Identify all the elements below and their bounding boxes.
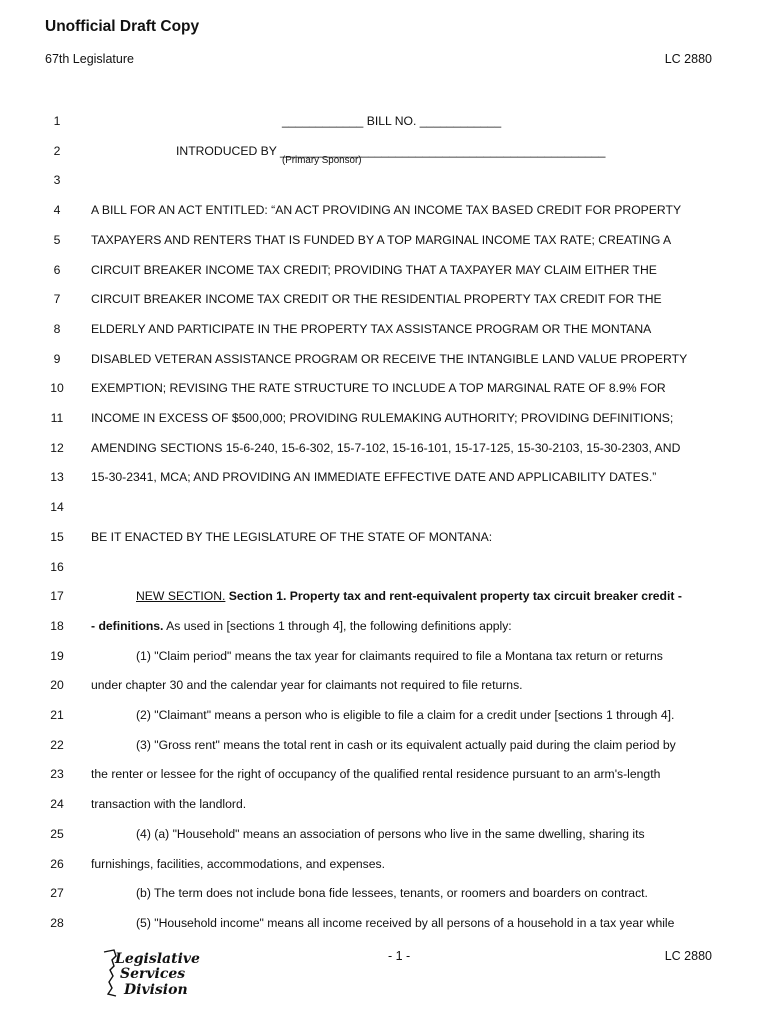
line-number: 13 [50, 470, 64, 485]
line-text: (1) "Claim period" means the tax year for claimants required to file a Montana tax return or returns [136, 648, 663, 663]
line-number: 19 [50, 648, 64, 663]
line-number: 26 [50, 856, 64, 871]
line-text: EXEMPTION; REVISING THE RATE STRUCTURE TO INCLUDE A TOP MARGINAL RATE OF 8.9% FOR [91, 381, 666, 396]
line-number: 10 [50, 381, 64, 396]
line-number: 3 [53, 173, 61, 188]
primary-sponsor-note: (Primary Sponsor) [282, 155, 362, 166]
line-text: the renter or lessee for the right of occupancy of the qualified rental residence pursuant to an arm's-length [91, 767, 661, 782]
line-text: (3) "Gross rent" means the total rent in cash or its equivalent actually paid during the claim period by [136, 737, 676, 752]
legislative-services-division-logo [100, 946, 200, 1001]
line-text: AMENDING SECTIONS 15-6-240, 15-6-302, 15-7-102, 15-16-101, 15-17-125, 15-30-2103, 15-30-2303, AND [91, 440, 681, 455]
line-number: 23 [50, 767, 64, 782]
line-number: 28 [50, 915, 64, 930]
line-number: 22 [50, 737, 64, 752]
new-section-label: NEW SECTION. [136, 589, 226, 604]
line-number: 11 [50, 411, 64, 425]
line-number: 25 [50, 826, 64, 841]
legislature-label: 67th Legislature [45, 52, 134, 66]
line-text: TAXPAYERS AND RENTERS THAT IS FUNDED BY A TOP MARGINAL INCOME TAX RATE; CREATING A [91, 232, 672, 247]
line-number: 16 [50, 559, 64, 574]
line-text: BE IT ENACTED BY THE LEGISLATURE OF THE STATE OF MONTANA: [91, 529, 493, 544]
section-heading-continued: - definitions. [91, 618, 164, 633]
lc-number: LC 2880 [664, 52, 712, 66]
line-text [91, 619, 712, 633]
line-text: INTRODUCED BY ________________________________________________ [176, 143, 606, 158]
line-number: 18 [50, 618, 64, 633]
line-number: 21 [50, 708, 64, 722]
line-text: INCOME IN EXCESS OF $500,000; PROVIDING RULEMAKING AUTHORITY; PROVIDING DEFINITIONS; [91, 411, 674, 425]
line-number: 7 [53, 292, 61, 307]
line-number: 15 [50, 529, 64, 544]
line-text: (b) The term does not include bona fide lessees, tenants, or roomers and boarders on contract. [136, 886, 648, 901]
line-number: 17 [50, 589, 64, 604]
line-text: ____________ BILL NO. ____________ [282, 114, 502, 128]
line-text: under chapter 30 and the calendar year for claimants not required to file returns. [91, 678, 523, 693]
line-number: 4 [53, 203, 61, 218]
logo-line-2: Services [120, 966, 186, 982]
line-number: 14 [50, 500, 64, 515]
section-heading: Section 1. Property tax and rent-equivalent property tax circuit breaker credit - [228, 589, 682, 604]
line-number: 24 [50, 797, 64, 812]
logo-line-3: Division [124, 982, 188, 998]
montana-outline-logo-icon [100, 946, 200, 1001]
page-number: - 1 - [388, 949, 411, 963]
line-number: 2 [53, 143, 61, 158]
section-intro-text: As used in [sections 1 through 4], the following definitions apply: [163, 618, 512, 633]
line-text: DISABLED VETERAN ASSISTANCE PROGRAM OR RECEIVE THE INTANGIBLE LAND VALUE PROPERTY [91, 351, 688, 366]
line-number: 6 [53, 262, 61, 277]
footer-lc-number: LC 2880 [664, 949, 712, 963]
line-number: 27 [50, 886, 64, 901]
line-number: 5 [53, 232, 61, 247]
line-text: (5) "Household income" means all income received by all persons of a household in a tax year while [136, 915, 675, 930]
line-text: CIRCUIT BREAKER INCOME TAX CREDIT; PROVIDING THAT A TAXPAYER MAY CLAIM EITHER THE [91, 262, 657, 277]
line-text: ELDERLY AND PARTICIPATE IN THE PROPERTY TAX ASSISTANCE PROGRAM OR THE MONTANA [91, 321, 652, 336]
line-number: 1 [53, 114, 61, 128]
line-text: A BILL FOR AN ACT ENTITLED: “AN ACT PROVIDING AN INCOME TAX BASED CREDIT FOR PROPERTY [91, 203, 682, 218]
line-text: (4) (a) "Household" means an association of persons who live in the same dwelling, sharing its [136, 826, 645, 841]
line-text: (2) "Claimant" means a person who is eligible to file a claim for a credit under [sections 1 through 4]. [136, 708, 675, 722]
line-text: 15-30-2341, MCA; AND PROVIDING AN IMMEDIATE EFFECTIVE DATE AND APPLICABILITY DATES.” [91, 470, 657, 485]
line-text: CIRCUIT BREAKER INCOME TAX CREDIT OR THE RESIDENTIAL PROPERTY TAX CREDIT FOR THE [91, 292, 662, 307]
line-number: 8 [53, 321, 61, 336]
line-number: 20 [50, 678, 64, 693]
line-text: furnishings, facilities, accommodations, and expenses. [91, 856, 386, 871]
line-number: 12 [50, 440, 64, 455]
logo-line-1: Legislative [115, 951, 200, 967]
line-text: transaction with the landlord. [91, 797, 247, 812]
line-number: 9 [53, 351, 61, 366]
document-title: Unofficial Draft Copy [45, 18, 200, 35]
line-text [136, 589, 712, 603]
